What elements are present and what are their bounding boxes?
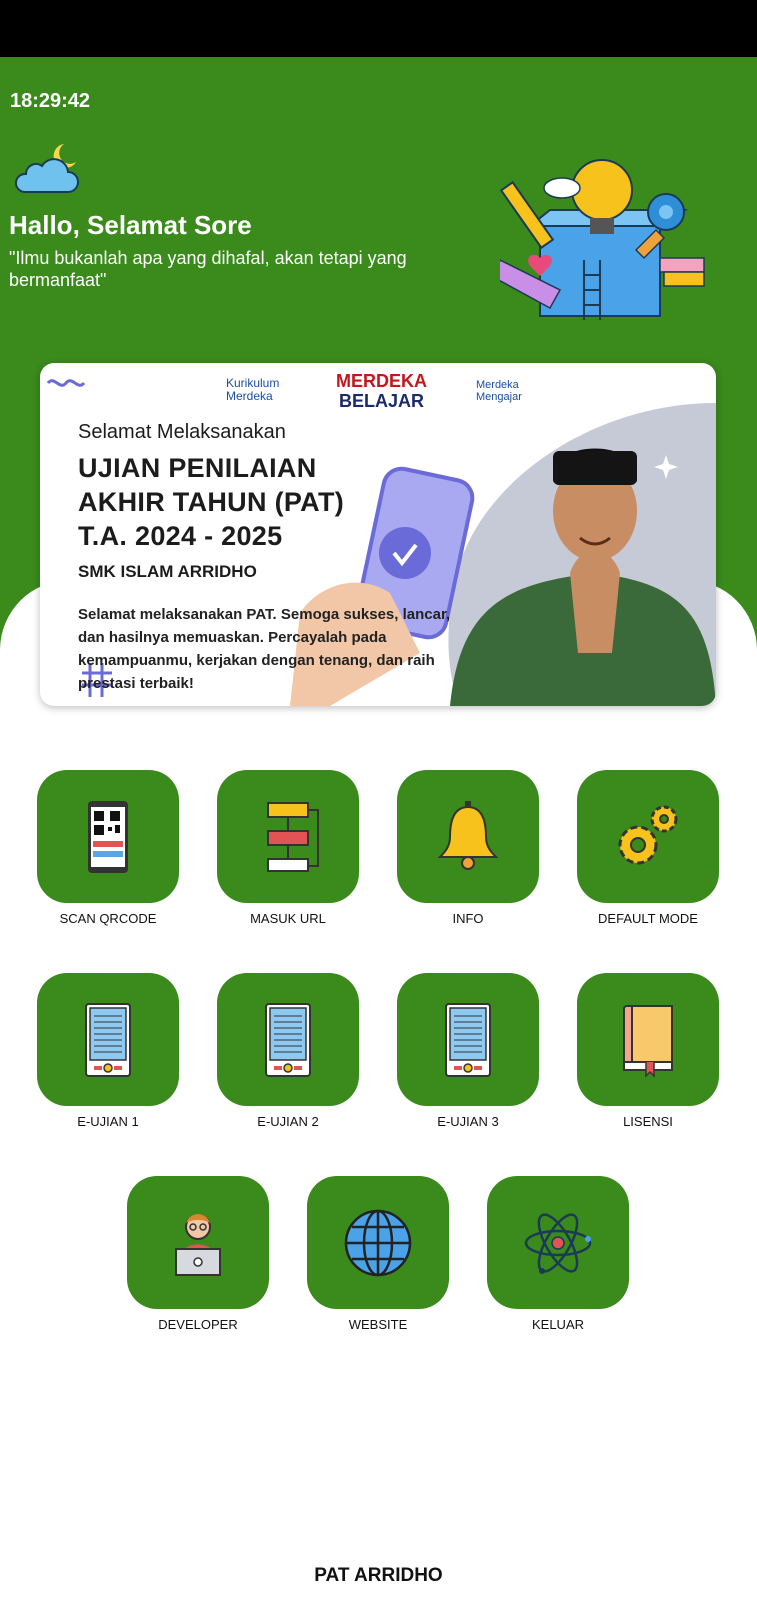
ereader-icon xyxy=(70,1002,146,1078)
info-label: INFO xyxy=(452,911,484,926)
ereader-icon xyxy=(430,1002,506,1078)
lisensi-label: LISENSI xyxy=(623,1114,673,1129)
e-ujian-2-button[interactable] xyxy=(217,973,359,1106)
info-button[interactable] xyxy=(397,770,539,903)
e-ujian-3-label: E-UJIAN 3 xyxy=(437,1114,499,1129)
bell-icon xyxy=(430,799,506,875)
banner-title-line1: UJIAN PENILAIAN xyxy=(78,453,317,483)
education-box-illustration xyxy=(500,140,720,330)
lisensi-button[interactable] xyxy=(577,973,719,1106)
e-ujian-2-label: E-UJIAN 2 xyxy=(257,1114,319,1129)
banner-title-line3: T.A. 2024 - 2025 xyxy=(78,521,283,551)
keluar-button[interactable] xyxy=(487,1176,629,1309)
banner-school-name: SMK ISLAM ARRIDHO xyxy=(78,562,257,581)
default-mode-label: DEFAULT MODE xyxy=(598,911,698,926)
globe-icon xyxy=(340,1205,416,1281)
banner-title-line2: AKHIR TAHUN (PAT) xyxy=(78,487,345,517)
kurikulum-merdeka-logo: Kurikulum Merdeka xyxy=(226,376,280,403)
developer-icon xyxy=(160,1205,236,1281)
qr-phone-icon xyxy=(70,799,146,875)
e-ujian-3-button[interactable] xyxy=(397,973,539,1106)
system-status-bar xyxy=(0,0,757,57)
keluar-label: KELUAR xyxy=(531,1317,585,1332)
default-mode-button[interactable] xyxy=(577,770,719,903)
scan-qrcode-button[interactable] xyxy=(37,770,179,903)
book-icon xyxy=(610,1002,686,1078)
developer-button[interactable] xyxy=(127,1176,269,1309)
gears-icon xyxy=(610,799,686,875)
greeting-title: Hallo, Selamat Sore xyxy=(9,210,252,240)
masuk-url-button[interactable] xyxy=(217,770,359,903)
merdeka-belajar-logo xyxy=(336,371,427,411)
merdeka-belajar-line2: BELAJAR xyxy=(339,391,425,411)
announcement-banner[interactable] xyxy=(40,363,716,706)
app-footer-title: PAT ARRIDHO xyxy=(314,1565,443,1586)
masuk-url-label: MASUK URL xyxy=(250,911,326,926)
merdeka-belajar-line1: MERDEKA xyxy=(336,371,428,391)
merdeka-mengajar-logo: Merdeka Mengajar xyxy=(476,379,522,403)
greeting-quote: "Ilmu bukanlah apa yang dihafal, akan tetapi yang bermanfaat" xyxy=(9,248,407,290)
scan-qrcode-label: SCAN QRCODE xyxy=(59,911,157,926)
banner-greeting: Selamat Melaksanakan xyxy=(78,421,286,443)
atom-icon xyxy=(520,1205,596,1281)
website-label: WEBSITE xyxy=(348,1317,408,1332)
cloud-moon-icon xyxy=(10,140,82,198)
banner-message: Selamat melaksanakan PAT. Semoga sukses, lancar, dan hasilnya memuaskan. Percayalah pada kemampuanmu, kerjakan dengan tenang, dan raih prestasi terbaik! xyxy=(78,606,451,692)
flowchart-icon xyxy=(250,799,326,875)
e-ujian-1-button[interactable] xyxy=(37,973,179,1106)
website-button[interactable] xyxy=(307,1176,449,1309)
developer-label: DEVELOPER xyxy=(158,1317,238,1332)
e-ujian-1-label: E-UJIAN 1 xyxy=(77,1114,139,1129)
clock-text: 18:29:42 xyxy=(10,90,91,112)
ereader-icon xyxy=(250,1002,326,1078)
